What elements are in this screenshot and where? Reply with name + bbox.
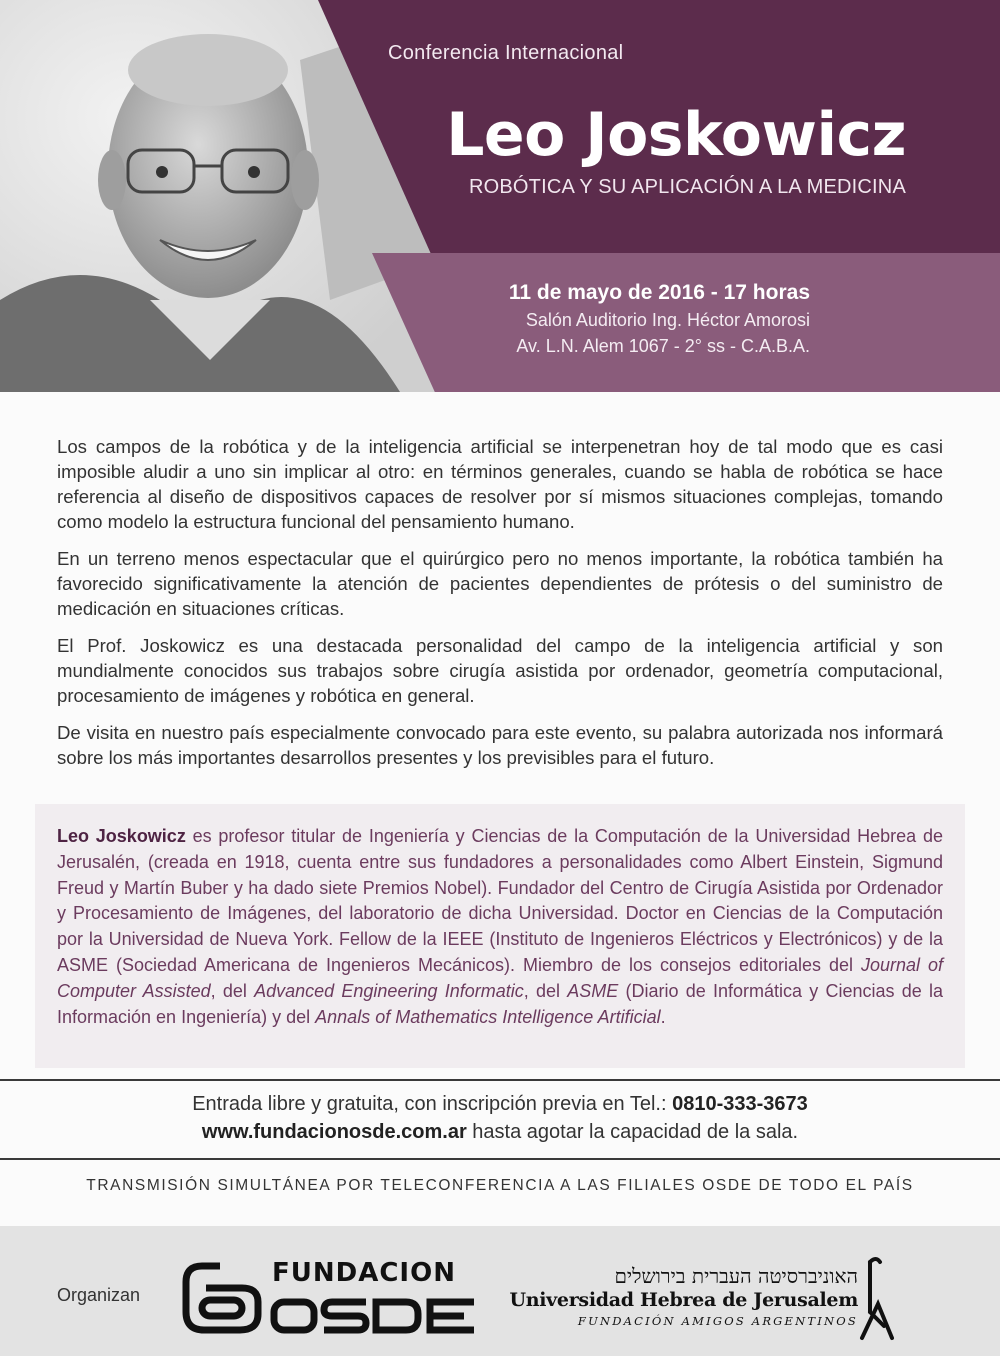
broadcast-notice: TRANSMISIÓN SIMULTÁNEA POR TELECONFERENCIA A LAS FILIALES OSDE DE TODO EL PAÍS	[86, 1177, 914, 1194]
phone-number[interactable]: 0810-333-3673	[672, 1093, 808, 1115]
event-address: Av. L.N. Alem 1067 - 2° ss - C.A.B.A.	[516, 336, 810, 356]
event-date-time: 11 de mayo de 2016 - 17 horas	[508, 281, 810, 304]
fundacion-title: FUNDACION	[272, 1258, 456, 1288]
event-header	[0, 0, 1000, 392]
registration-text: hasta agotar la capacidad de la sala.	[466, 1121, 799, 1143]
website-link[interactable]: www.fundacionosde.com.ar	[201, 1121, 467, 1143]
journal-title: Annals of Mathematics Intelligence Artificial	[315, 1006, 661, 1027]
university-name: Universidad Hebrea de Jerusalem	[509, 1289, 858, 1311]
university-emblem-icon	[858, 1252, 896, 1342]
description	[57, 434, 943, 782]
event-type: Conferencia Internacional	[388, 42, 624, 64]
journal-title: Advanced Engineering Informatic	[254, 980, 524, 1001]
speaker-bio-box	[35, 804, 965, 1068]
organizers-label: Organizan	[57, 1285, 141, 1305]
conference-subtitle: ROBÓTICA Y SU APLICACIÓN A LA MEDICINA	[468, 176, 906, 198]
divider	[0, 1158, 1000, 1160]
bio-text: es profesor titular de Ingeniería y Ciencias de la Computación de la Universidad Hebrea de Jerusalén, (creada en 1918, cuenta entre sus fundadores a personalidades como Albert Einstein, Sigmund Freud y Martín Buber y ha dado siete Premios Nobel). Fundador del Centro de Cirugía Asistida por Ordenador y Procesamiento de Imágenes, del laboratorio de dicha Universidad. Doctor en Ciencias de la Computación por la Universidad de Nueva York. Fellow de la IEEE (Instituto de Ingenieros Eléctricos y Electrónicos) y de la ASME (Sociedad Americana de Ingenieros Mecánicos). Miembro de los consejos editoriales del	[57, 826, 943, 975]
divider	[0, 1079, 1000, 1081]
bio-name: Leo Joskowicz	[57, 826, 186, 846]
bio-text: , del	[523, 980, 568, 1001]
bio-text: (Diario de Informática y Ciencias de la Información en Ingeniería) y del	[57, 980, 943, 1027]
paragraph: En un terreno menos espectacular que el quirúrgico pero no menos importante, la robótica también ha favorecido significativamente la atención de pacientes dependientes de prótesis o del suministro de medicación en situaciones críticas.	[57, 548, 943, 619]
bio-text: .	[660, 1006, 666, 1027]
speaker-bio	[57, 824, 943, 1030]
registration-info	[0, 1090, 1000, 1146]
registration-line-2	[0, 1118, 1000, 1146]
speaker-name: Leo Joskowicz	[446, 100, 906, 170]
paragraph: De visita en nuestro país especialmente convocado para este evento, su palabra autorizada nos informará sobre los más importantes desarrollos presentes y los previsibles para el futuro.	[57, 722, 943, 768]
university-logo	[509, 1264, 858, 1330]
registration-line-1	[0, 1090, 1000, 1118]
university-hebrew-name: האוניברסיטה העברית בירושלים	[614, 1264, 858, 1288]
university-foundation: FUNDACIÓN AMIGOS ARGENTINOS	[577, 1314, 858, 1328]
journal-title: Journal of Computer Assisted	[57, 954, 943, 1001]
journal-title: ASME	[567, 980, 619, 1001]
bio-text: , del	[210, 980, 255, 1001]
paragraph: El Prof. Joskowicz es una destacada personalidad del campo de la inteligencia artificial y son mundialmente conocidos sus trabajos sobre cirugía asistida por ordenador, geometría computacional, procesamiento de imágenes y robótica en general.	[57, 635, 943, 706]
registration-text: Entrada libre y gratuita, con inscripción previa en Tel.:	[192, 1093, 673, 1115]
paragraph: Los campos de la robótica y de la inteligencia artificial se interpenetran hoy de tal modo que es casi imposible aludir a uno sin implicar al otro: en términos generales, cuando se habla de robótica se hace referencia al diseño de dispositivos capaces de resolver por sí mismos situaciones complejas, tomando como modelo la estructura funcional del pensamiento humano.	[57, 436, 943, 532]
organizers-footer	[0, 1226, 1000, 1356]
event-venue: Salón Auditorio Ing. Héctor Amorosi	[525, 310, 810, 330]
